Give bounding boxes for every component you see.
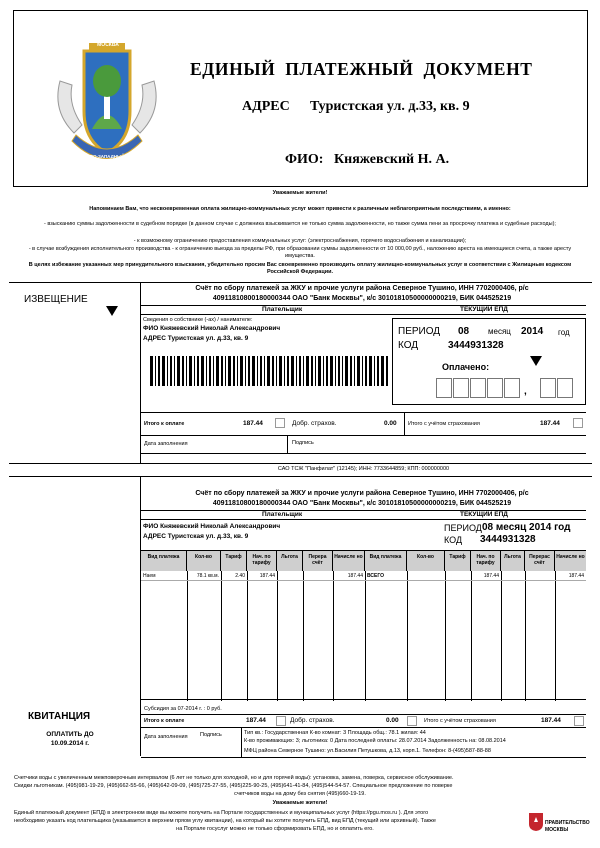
receipt-address-line: АДРЕС Туристская ул. д.33, кв. 9 (143, 533, 249, 540)
paid-digit-box[interactable] (540, 378, 556, 398)
footer-line-2: Скидки льготникам. (495)981-19-29, (495)662-55-66, (495)642-09-09, (495)725-27-55, (495)225-90-25, (495)641-41-84, (495)544-54-57. Специальное предложение по поверке (14, 783, 453, 789)
notification-bottom-rule (9, 463, 592, 464)
table-header-cell: Нач. по тарифу (471, 551, 501, 571)
receipt-info-2: К-во проживающих: 3; льготника: 0 Дата последней оплаты: 28.07.2014 Задолженность на: 08.08.2014 (244, 738, 506, 744)
receipt-info-divider (241, 728, 242, 758)
receipt-totals-row (141, 714, 586, 728)
notification-year-value: 2014 (521, 326, 544, 337)
table-col-line (277, 571, 278, 701)
paid-comma: , (524, 386, 527, 397)
receipt-signature-label: Подпись (200, 732, 222, 738)
paid-amount-boxes[interactable] (436, 378, 586, 398)
document-title: ЕДИНЫЙ ПЛАТЕЖНЫЙ ДОКУМЕНТ (190, 59, 533, 79)
notification-total-value: 187.44 (243, 420, 263, 427)
notification-total-ins-value: 187.44 (540, 420, 560, 427)
table-row (141, 572, 586, 581)
row-accrued: 187.44 (347, 573, 363, 579)
footer-gov-label-1: ПРАВИТЕЛЬСТВО (545, 820, 590, 826)
table-header-cell: Нач. по тарифу (247, 551, 277, 571)
paid-digit-box[interactable] (436, 378, 452, 398)
table-header-cell: Перера счёт (303, 551, 333, 571)
notice-item-3: - в случае возбуждения исполнительного производства - к ограничению выезда за пределы РФ, при образовании суммы задолженности от 10 000,00 руб., наложению ареста на имеющиеся счета, а также аресту имущества. (28, 246, 572, 259)
receipt-total-ins-checkbox[interactable] (574, 716, 584, 726)
receipt-total-ins-label: Итого с учётом страхования (424, 718, 496, 724)
table-header-cell: Тариф (221, 551, 247, 571)
table-header-cell: Начисле но (555, 551, 586, 571)
notification-total-ins-label: Итого с учётом страхования (408, 421, 480, 427)
table-col-line (303, 571, 304, 701)
receipt-date-label: Дата заполнения (144, 734, 188, 740)
table-header-cell: Вид платежа (365, 551, 407, 571)
receipt-payer-header: Плательщик (262, 511, 303, 518)
notification-period-label: ПЕРИОД (398, 326, 441, 337)
receipt-epd-header: ТЕКУЩИЙ ЕПД (460, 511, 508, 518)
notification-top-rule (9, 282, 592, 283)
table-col-line (555, 571, 556, 701)
notification-left-rule (140, 282, 141, 464)
footer-greeting: Уважаемые жители! (272, 800, 328, 806)
table-col-line (407, 571, 408, 701)
receipt-subsidy: Субсидия за 07-2014 г. : 0 руб. (144, 706, 222, 712)
receipt-period-line: 08 месяц 2014 год (482, 522, 571, 533)
notice-closing: В целях избежание указанных мер принудительного взыскания, убедительно просим Вас своевременно производить оплату жилищно-коммунальных услуг в соответствии с Жилищным кодексом Российской Федерации. (28, 262, 572, 275)
table-col-line (365, 571, 366, 701)
row-charged: 187.44 (259, 573, 275, 579)
notification-bill-line-1: Счёт по сбору платежей за ЖКУ и прочие услуги района Северное Тушино, ИНН 7702000406, р/с (195, 285, 529, 292)
notification-insurance-label: Добр. страхов. (292, 420, 337, 427)
notice-item-2: - к возможному ограничению предоставления коммунальных услуг: (электроснабжения, горячего водоснабжения и канализации); (133, 238, 467, 244)
receipt-insurance-label: Добр. страхов. (290, 717, 335, 724)
notification-year-label: год (558, 328, 570, 337)
receipt-pay-by-date: 10.09.2014 г. (50, 740, 90, 747)
notification-month-label: месяц (488, 327, 511, 336)
table-header-cell: Начисле но (333, 551, 365, 571)
receipt-bottom-rule (141, 757, 586, 758)
row-qty: 78.1 кв.м. (196, 573, 219, 579)
notification-totals-row (141, 412, 586, 436)
fio-value: Княжевский Н. А. (334, 152, 450, 167)
receipt-info-3: МФЦ района Северное Тушино: ул.Василия Петушкова, д.13, корп.1. Телефон: 8-(495)587-88-88 (244, 748, 491, 754)
notification-total-checkbox[interactable] (275, 418, 285, 428)
footer-line-4: Единый платежный документ (ЕПД) в электронном виде вы можете получить на Портале государственных и муниципальных услуг (https://pgu.mos.ru ). Для этого (14, 810, 429, 816)
moscow-government-logo-icon (528, 812, 544, 832)
table-col-line (525, 571, 526, 701)
table-col-line (445, 571, 446, 701)
notification-side-label: ИЗВЕЩЕНИЕ (24, 294, 88, 305)
receipt-info-1: Тип кв.: Государственная К-во комнат: 3 Площадь общ.: 78.1 жилая: 44 (244, 730, 426, 736)
receipt-payer-rule-2 (141, 519, 586, 520)
notification-payer-rule (141, 305, 586, 306)
receipt-bill-line-1: Счёт по сбору платежей за ЖКУ и прочие услуги района Северное Тушино, ИНН 7702000406, р/с (195, 490, 529, 497)
footer-gov-label-2: МОСКВЫ (545, 827, 569, 833)
receipt-code-label: КОД (444, 535, 463, 545)
footer-line-3: счетчиков воды на дому без снятия (495)660-19-19. (234, 791, 366, 797)
notification-paid-label: Оплачено: (442, 362, 490, 372)
paid-digit-box[interactable] (470, 378, 486, 398)
receipt-total-label: Итого к оплате (144, 718, 185, 724)
table-header-cell: Тариф (445, 551, 471, 571)
notification-date-label: Дата заполнения (144, 441, 188, 447)
notification-code-label: КОД (398, 340, 419, 351)
notification-code-value: 3444931328 (448, 340, 504, 351)
notification-insurance-value: 0.00 (384, 420, 397, 427)
table-col-line (501, 571, 502, 701)
notice-greeting: Уважаемые жители! (272, 190, 328, 196)
address-value: Туристская ул. д.33, кв. 9 (310, 99, 470, 114)
receipt-total-value: 187.44 (246, 717, 266, 724)
notification-total-ins-checkbox[interactable] (573, 418, 583, 428)
charges-table (141, 550, 586, 700)
table-col-line (471, 571, 472, 701)
receipt-period-label: ПЕРИОД (444, 523, 482, 533)
receipt-fio-line: ФИО Княжевский Николай Александрович (143, 523, 281, 530)
notification-bill-line-2: 40911810800180000344 ОАО "Банк Москвы", к/с 30101810500000000219, БИК 044525219 (212, 295, 512, 302)
table-header-cell: Кол-во (187, 551, 221, 571)
receipt-insurance-checkbox[interactable] (407, 716, 417, 726)
row-name: Наем (143, 573, 156, 579)
table-header-cell: Льгота (277, 551, 303, 571)
table-header-cell: Льгота (501, 551, 525, 571)
row-total-label: ВСЕГО (367, 573, 385, 579)
table-header-cell: Перерас счёт (525, 551, 555, 571)
notification-period-value: 08 (458, 326, 470, 337)
table-header-cell: Кол-во (407, 551, 445, 571)
notice-item-1: - взысканию суммы задолженности в судебном порядке (в данном случае с должника взыскивается не только сумма задолженности, но также сумма пени за просрочку платежа и судебные расходы); (44, 221, 556, 227)
notification-fio-line: ФИО Княжевский Николай Александрович (143, 325, 281, 332)
receipt-bill-line-2: 40911810800180000344 ОАО "Банк Москвы", к/с 30101810500000000219, БИК 044525219 (212, 500, 512, 507)
receipt-top-rule (9, 476, 592, 477)
notification-totals-divider (404, 412, 405, 436)
receipt-code-value: 3444931328 (480, 534, 536, 545)
address-label: АДРЕС (242, 99, 290, 114)
fio-label: ФИО: (285, 152, 324, 167)
emblem-top-text: МОСКВА (97, 42, 119, 48)
paid-digit-box[interactable] (487, 378, 503, 398)
paid-digit-box[interactable] (504, 378, 520, 398)
notification-address-line: АДРЕС Туристская ул. д.33, кв. 9 (143, 335, 249, 342)
table-col-line (333, 571, 334, 701)
notification-date-rule (141, 453, 586, 454)
row-right-charged: 187.44 (483, 573, 499, 579)
table-col-line (247, 571, 248, 701)
receipt-side-label: КВИТАНЦИЯ (28, 711, 91, 722)
table-col-line (221, 571, 222, 701)
barcode (150, 356, 388, 386)
notification-date-divider (287, 436, 288, 453)
receipt-total-checkbox[interactable] (276, 716, 286, 726)
row-right-accrued: 187.44 (568, 573, 584, 579)
receipt-insurance-value: 0.00 (386, 717, 399, 724)
receipt-payer-rule (141, 510, 586, 511)
table-header-cell: Вид платежа (141, 551, 187, 571)
notification-signature-label: Подпись (292, 440, 314, 446)
receipt-pay-by-label: ОПЛАТИТЬ ДО (46, 731, 94, 738)
table-col-line (187, 571, 188, 701)
row-tariff: 2.40 (235, 573, 245, 579)
arrow-down-icon (106, 306, 118, 316)
notification-payer-rule-2 (141, 314, 586, 315)
header-frame (13, 10, 588, 187)
notification-payer-header: Плательщик (262, 306, 303, 313)
notification-total-label: Итого к оплате (144, 421, 185, 427)
notice-intro: Напоминаем Вам, что несвоевременная оплата жилищно-коммунальных услуг может привести к различным неблагоприятным последствиям, а именно: (89, 206, 511, 212)
paid-digit-box[interactable] (557, 378, 573, 398)
sao-line: САО ТСЖ "Панфилат" (12145); ИНН: 7733644859; КПП: 000000000 (277, 466, 450, 472)
notification-epd-header: ТЕКУЩИЙ ЕПД (460, 306, 508, 313)
footer-line-1: Счетчики воды с увеличенным межповерочным интервалом (6 лет не только для холодной, но и для горячей воды): установка, замена, поверка, сервисное обслуживание. (14, 775, 454, 781)
emblem-bottom-text: СЕВЕРО-ЗАПАДНЫЙ ОКРУГ (77, 154, 141, 159)
receipt-total-ins-value: 187.44 (541, 717, 561, 724)
paid-digit-box[interactable] (453, 378, 469, 398)
footer-line-5: необходимо указать код плательщика (указывается в верхнем пряом углу квитанции), на который вы хотите получить ЕПД, вид ЕПД (текущий или архивный). Также (14, 818, 436, 824)
arrow-down-icon (530, 356, 542, 366)
notification-owner-info: Сведения о собствнике (-ах) / нанимателе: (143, 317, 253, 323)
footer-line-6: на Портале госуслуг можно не только сформировать ЕПД, но и оплатить его. (176, 826, 374, 832)
